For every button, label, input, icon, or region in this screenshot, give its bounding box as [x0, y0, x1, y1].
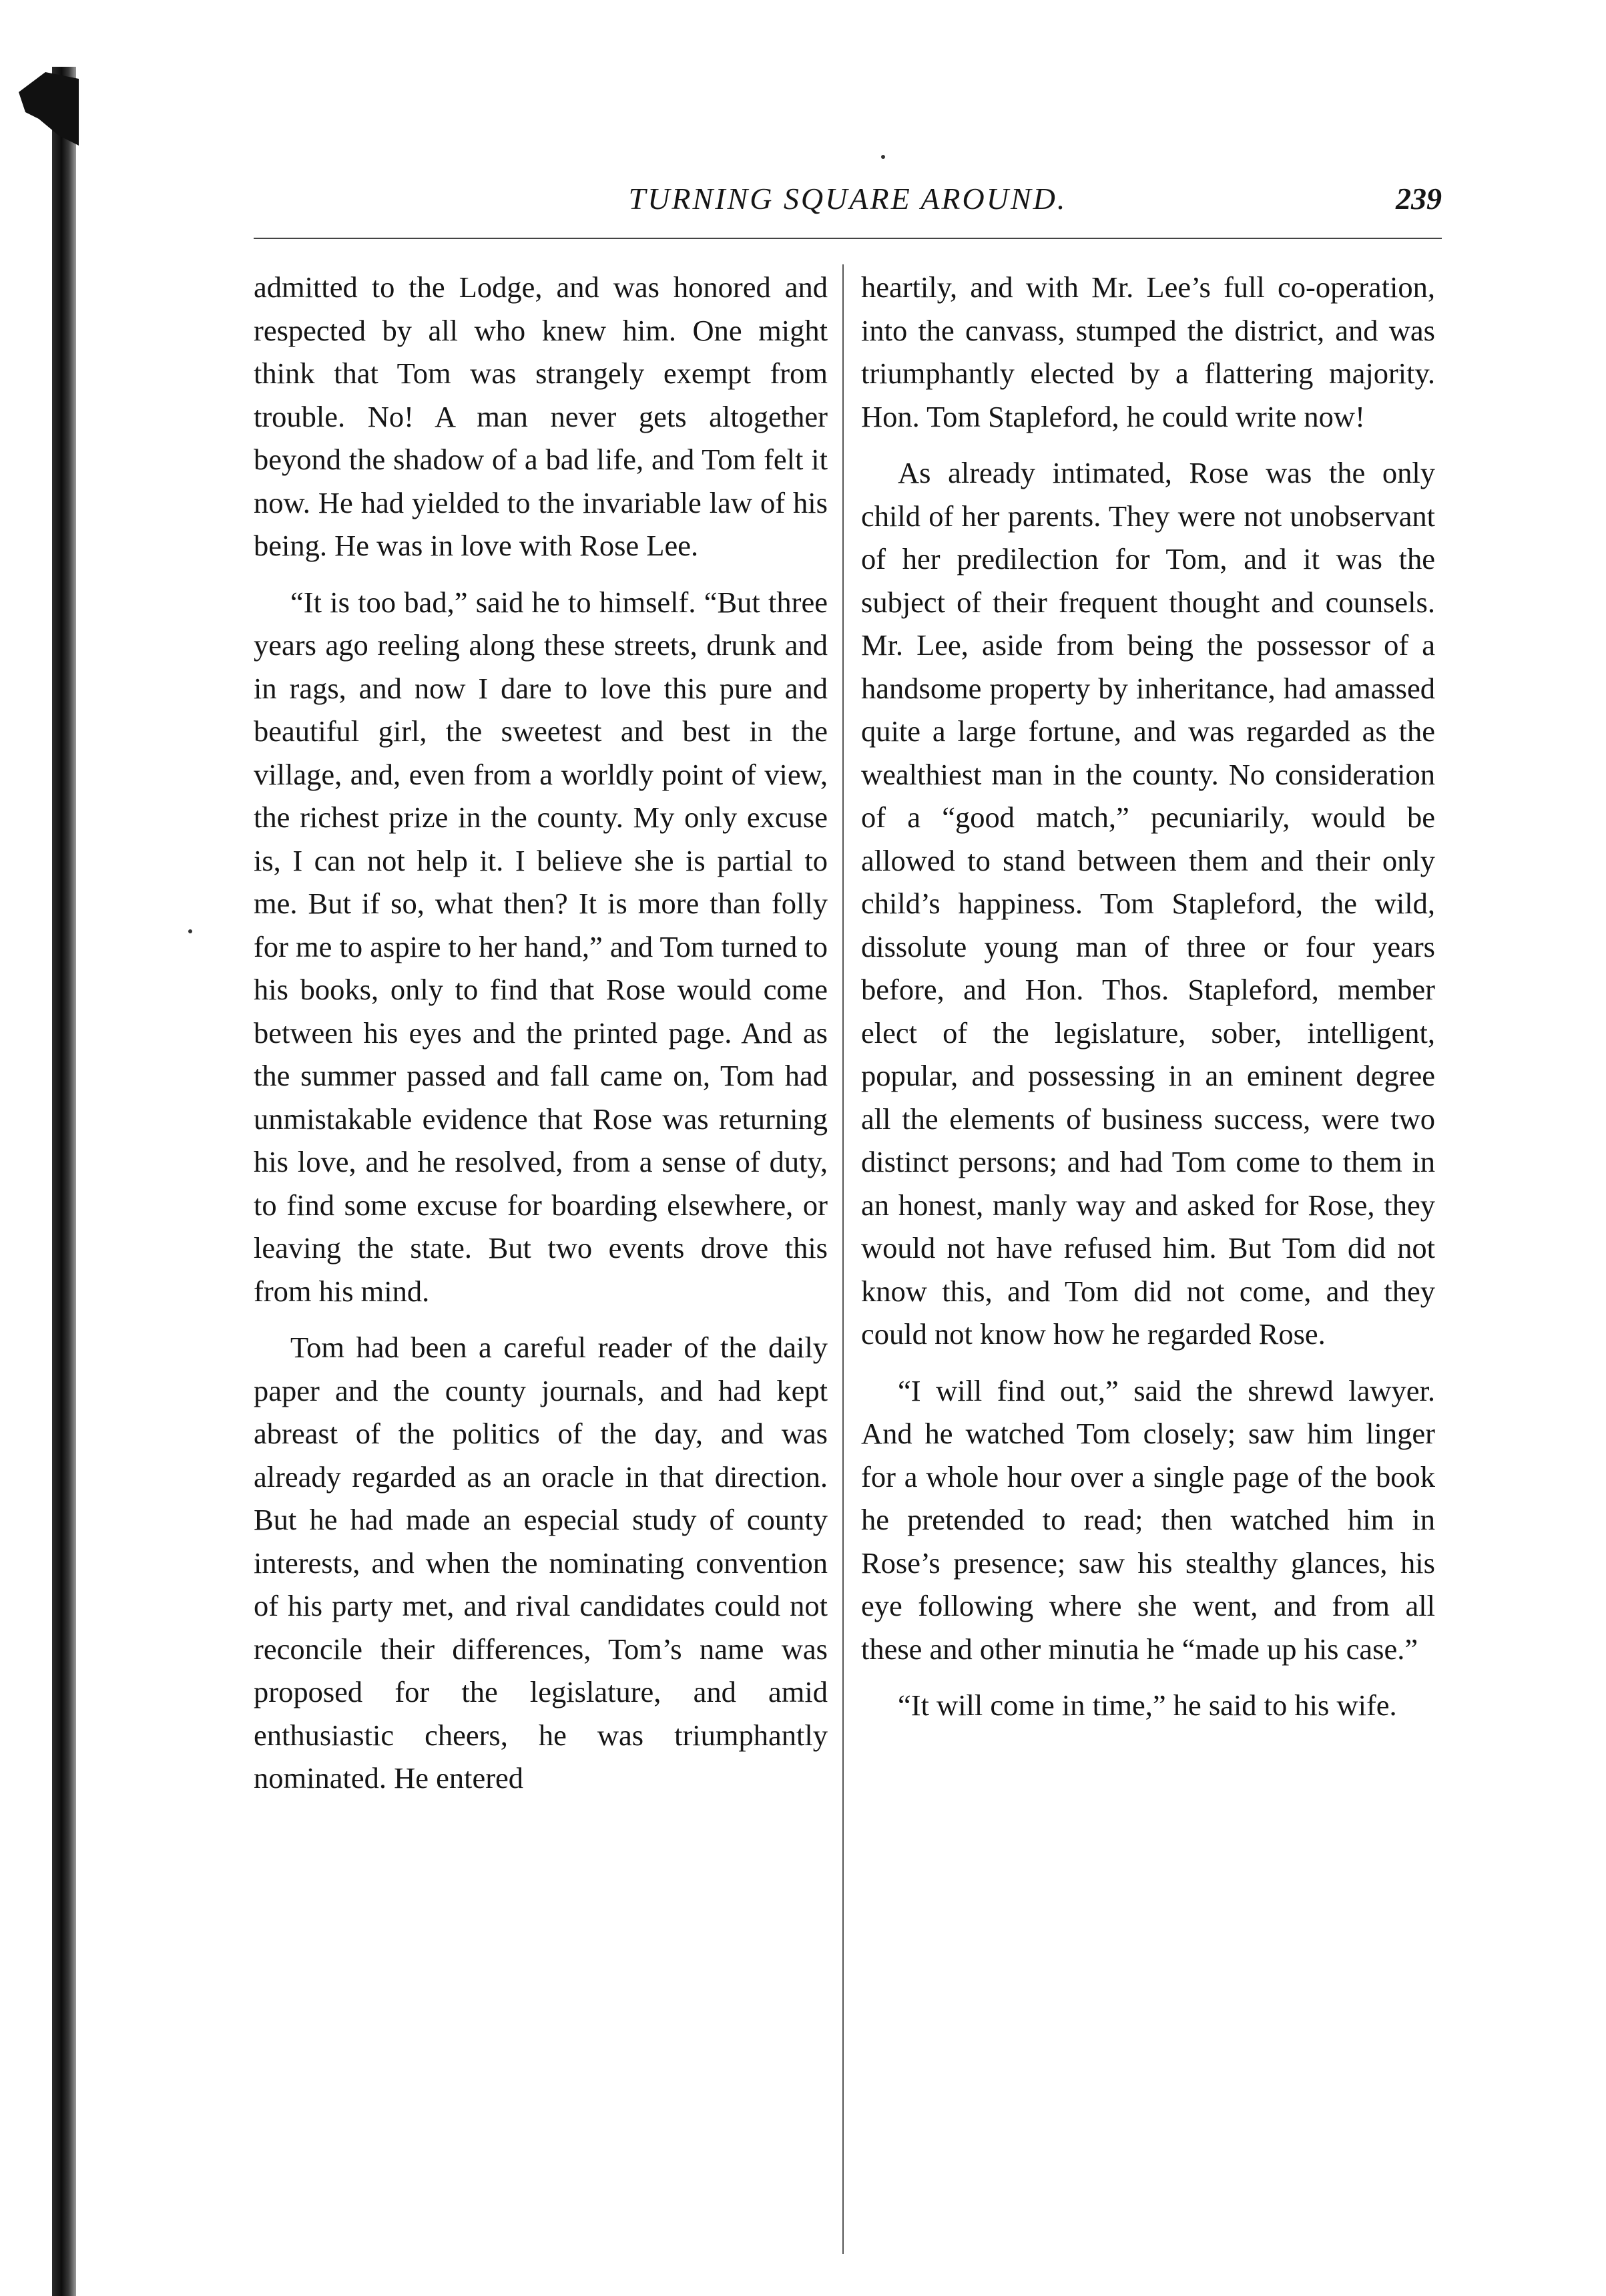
stray-print-mark — [188, 929, 192, 933]
right-column — [861, 266, 1435, 1727]
paragraph: admitted to the Lodge, and was honored and respected by all who knew him. One might think that Tom was strangely exempt from trouble. No! A man never gets altogether beyond the shadow of a bad life, and Tom felt it now. He had yielded to the invariable law of his being. He was in love with Rose Lee. — [254, 270, 828, 562]
torn-corner-mark — [19, 72, 79, 146]
paragraph: heartily, and with Mr. Lee’s full co-operation, into the canvass, stumped the district, and was triumphantly elected by a flattering majority. Hon. Tom Stapleford, he could write now! — [861, 270, 1435, 433]
page-binding-edge — [52, 67, 76, 2296]
paragraph: Tom had been a careful reader of the daily paper and the county journals, and had kept abreast of the politics of the day, and was already regarded as an oracle in that direction. But he had made an especial study of county interests, and when the nominating convention of his party met, and rival candidates could not reconcile their differences, Tom’s name was proposed for the legislature, and amid enthusiastic cheers, he was triumphantly nominated. He entered — [254, 1331, 828, 1795]
paragraph: “It will come in time,” he said to his wife. — [898, 1688, 1397, 1722]
paragraph: “I will find out,” said the shrewd lawyer. And he watched Tom closely; saw him linger for a whole hour over a single page of the book he pretended to read; then watched him in Rose’s presence; saw his stealthy glances, his eye following where she went, and from all these and other minutia he “made up his case.” — [861, 1373, 1435, 1666]
page-number: 239 — [1396, 182, 1442, 216]
paragraph: “It is too bad,” said he to himself. “But three years ago reeling along these streets, drunk and in rags, and now I dare to love this pure and beautiful girl, the sweetest and best in the village, and, even from a worldly point of view, the richest prize in the county. My only excuse is, I can not help it. I believe she is partial to me. But if so, what then? It is more than folly for me to aspire to her hand,” and Tom turned to his books, only to find that Rose would come between his eyes and the printed page. And as the summer passed and fall came on, Tom had unmistakable evidence that Rose was returning his love, and he resolved, from a sense of duty, to find some excuse for boarding elsewhere, or leaving the state. But two events drove this from his mind. — [254, 585, 828, 1308]
stray-print-mark — [881, 155, 885, 159]
running-head — [254, 179, 1442, 226]
running-title: TURNING SQUARE AROUND. — [628, 182, 1067, 216]
paragraph: As already intimated, Rose was the only child of her parents. They were not unobservant of her predilection for Tom, and it was the subject of their frequent thought and counsels. Mr. Lee, aside from being the possessor of a handsome property by inheritance, had amassed quite a large fortune, and was regarded as the wealthiest man in the county. No consideration of a “good match,” pecuniarily, would be allowed to stand between them and their only child’s happiness. Tom Stapleford, the wild, dissolute young man of three or four years before, and Hon. Thos. Stapleford, member elect of the legislature, sober, intelligent, popular, and possessing in an eminent degree all the elements of business success, were two distinct persons; and had Tom come to them in an honest, manly way and asked for Rose, they would not have refused him. But Tom did not know this, and Tom did not come, and they could not know how he regarded Rose. — [861, 456, 1435, 1351]
header-rule — [254, 238, 1442, 239]
left-column — [254, 266, 828, 1800]
column-divider — [842, 264, 844, 2254]
